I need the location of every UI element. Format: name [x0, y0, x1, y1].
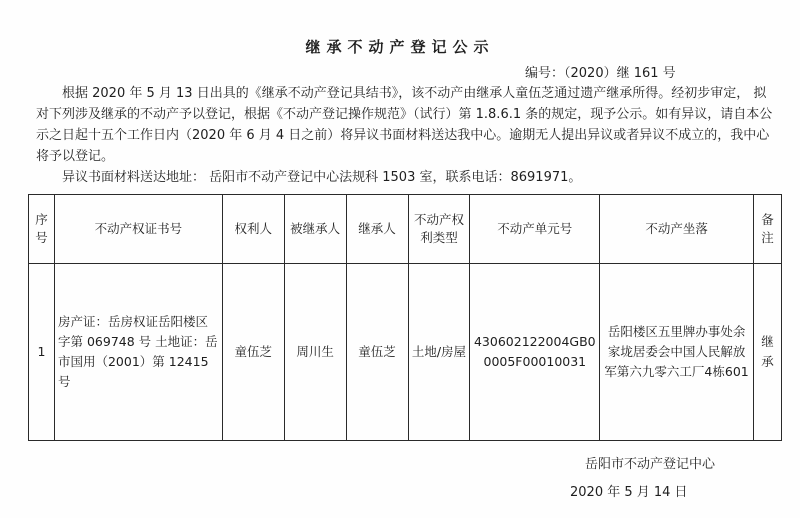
notice-paragraph-address: 异议书面材料送达地址： 岳阳市不动产登记中心法规科 1503 室，联系电话：8691971。 — [62, 170, 582, 185]
header-holder: 权利人 — [222, 195, 284, 264]
header-cert: 不动产权证书号 — [54, 195, 222, 264]
cell-heir: 童伍芝 — [346, 264, 408, 441]
cell-cert: 房产证：岳房权证岳阳楼区字第 069748 号 土地证：岳市国用（2001）第 12415 号 — [54, 264, 222, 441]
header-heir: 继承人 — [346, 195, 408, 264]
notice-body — [36, 83, 776, 188]
cell-right-type: 土地/房屋 — [408, 264, 470, 441]
cell-seq: 1 — [29, 264, 55, 441]
notice-paragraph-main: 根据 2020 年 5 月 13 日出具的《继承不动产登记具结书》，该不动产由继承人童伍芝通过遗产继承所得。经初步审定， 拟对下列涉及继承的不动产予以登记，根据《不动产登记操作规范》（试行）第 1.8.6.1 条的规定，现予公示。如有异议，请自本公示之日起十五个工作日内（2020 年 6 月 4 日之前）将异议书面材料送达我中心。逾期无人提出异议或者异议不成立的，我中心将予以登记。 — [36, 86, 773, 164]
cell-holder: 童伍芝 — [222, 264, 284, 441]
issue-date: 2020 年 5 月 14 日 — [570, 485, 688, 500]
header-unit-no: 不动产单元号 — [470, 195, 600, 264]
cell-unit-no: 430602122004GB00005F00010031 — [470, 264, 600, 441]
header-decedent: 被继承人 — [284, 195, 346, 264]
header-right-type: 不动产权利类型 — [408, 195, 470, 264]
header-seq: 序号 — [29, 195, 55, 264]
table-row — [29, 264, 782, 441]
header-remark: 备注 — [753, 195, 781, 264]
table-header-row — [29, 195, 782, 264]
cell-remark: 继承 — [753, 264, 781, 441]
header-location: 不动产坐落 — [600, 195, 754, 264]
document-number: 编号：（2020）继 161 号 — [525, 66, 676, 81]
page-title: 继承不动产登记公示 — [305, 38, 495, 56]
cell-location: 岳阳楼区五里牌办事处余家垅居委会中国人民解放军第六九零六工厂4栋601 — [600, 264, 754, 441]
issuing-organization: 岳阳市不动产登记中心 — [585, 457, 716, 472]
cell-decedent: 周川生 — [284, 264, 346, 441]
property-table — [28, 194, 782, 441]
